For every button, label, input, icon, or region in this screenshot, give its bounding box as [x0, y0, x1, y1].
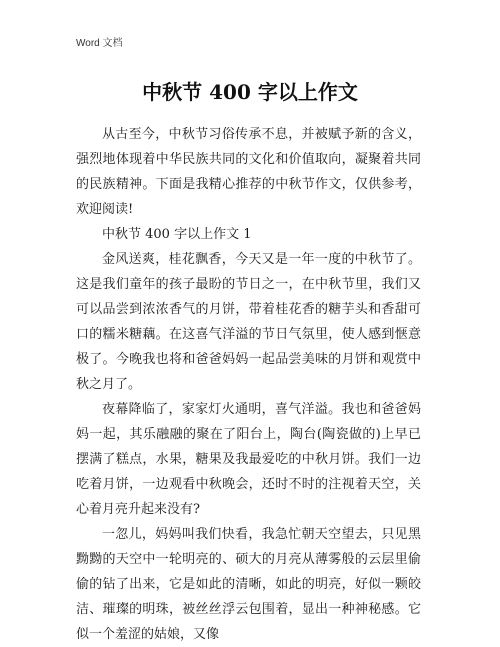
essay-paragraph: 夜幕降临了，家家灯火通明，喜气洋溢。我也和爸爸妈妈一起，其乐融融的聚在了阳台上，陶台(陶瓷做的)上早已摆满了糕点，水果，糖果及我最爱吃的中秋月饼。我们一边吃着月饼，一边观看中秋晚会，还时不时的注视着天空，关心着月亮升起来没有?: [76, 402, 421, 517]
intro-paragraph: 从古至今，中秋节习俗传承不息，并被赋予新的含义，强烈地体现着中华民族共同的文化和价值取向，凝聚着共同的民族精神。下面是我精心推荐的中秋节作文，仅供参考，欢迎阅读!: [76, 127, 421, 217]
document-type-label: Word 文档: [76, 38, 123, 49]
document-title: 中秋节 400 字以上作文: [142, 80, 358, 104]
essay-paragraph: 金风送爽，桂花飘香，今天又是一年一度的中秋节了。这是我们童年的孩子最盼的节日之一，在中秋节里，我们又可以品尝到浓浓香气的月饼，带着桂花香的糖芋头和香甜可口的糯米糖藕。在这喜气洋溢的节日气氛里，使人感到惬意极了。今晚我也将和爸爸妈妈一起品尝美味的月饼和观赏中秋之月了。: [76, 252, 421, 392]
document-body: [76, 122, 421, 647]
essay-heading: 中秋节 400 字以上作文 1: [102, 227, 252, 242]
essay-paragraph: 一忽儿，妈妈叫我们快看，我急忙朝天空望去，只见黑黝黝的天空中一轮明亮的、硕大的月亮从薄雾般的云层里偷偷的钻了出来，它是如此的清晰，如此的明亮，好似一颗皎洁、璀璨的明珠，被丝丝浮云包围着，显出一种神秘感。它似一个羞涩的姑娘，又像: [76, 527, 421, 642]
